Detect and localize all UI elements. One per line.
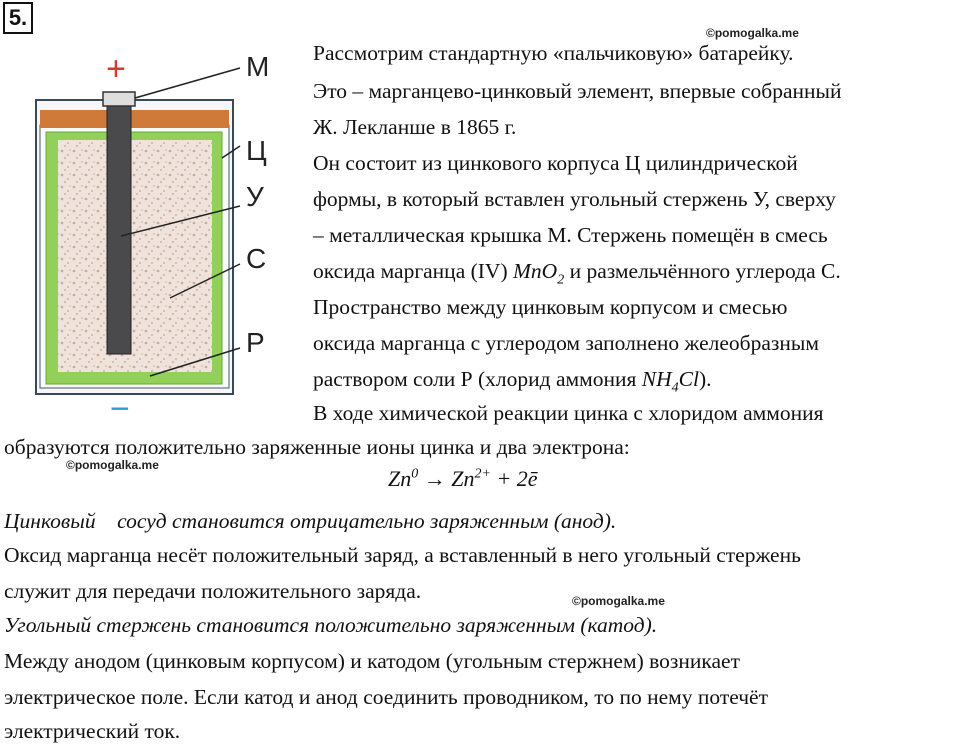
manganese-carbon-mix <box>58 140 212 372</box>
text-line: электрическое поле. Если катод и анод соединить проводником, то по нему потечёт <box>4 685 768 709</box>
label-u: У <box>246 181 264 212</box>
text-line: Рассмотрим стандартную «пальчиковую» батарейку. <box>313 41 794 65</box>
text-line: В ходе химической реакции цинка с хлоридом аммония <box>313 401 824 425</box>
label-ts: Ц <box>246 135 267 166</box>
text-line: оксида марганца с углеродом заполнено желеобразным <box>313 331 819 355</box>
carbon-rod <box>107 102 131 354</box>
text-line: Оксид марганца несёт положительный заряд, а вставленный в него угольный стержень <box>4 543 801 567</box>
text-line: Это – марганцево-цинковый элемент, впервые собранный <box>313 79 842 103</box>
top-seal-layer <box>40 110 229 128</box>
anode-statement: Цинковый сосуд становится отрицательно заряженным (анод). <box>4 509 617 533</box>
plus-sign: + <box>106 50 126 88</box>
battery-diagram <box>0 40 300 425</box>
text-line: образуются положительно заряженные ионы цинка и два электрона: <box>4 435 630 459</box>
watermark: ©pomogalka.me <box>706 26 799 40</box>
metal-cap <box>103 92 135 106</box>
reaction-formula: $Zn^0 \to Zn^{2+}$ + 2ē <box>388 466 538 491</box>
task-number: 5. <box>3 2 33 34</box>
text-line: Он состоит из цинкового корпуса Ц цилиндрической <box>313 151 798 175</box>
text-line: электрический ток. <box>4 719 181 743</box>
cathode-statement: Угольный стержень становится положительно заряженным (катод). <box>4 613 658 637</box>
text-line: Пространство между цинковым корпусом и смесью <box>313 295 788 319</box>
text-line: – металлическая крышка М. Стержень помещён в смесь <box>313 223 828 247</box>
label-s: С <box>246 243 267 274</box>
watermark: ©pomogalka.me <box>66 458 159 472</box>
text-line: оксида марганца (IV) MnO$_2$ и размельчённого углерода С. <box>313 259 841 288</box>
text-line: Между анодом (цинковым корпусом) и катодом (угольным стержнем) возникает <box>4 649 740 673</box>
text-line: служит для передачи положительного заряда. <box>4 579 422 603</box>
formula-nh4cl: $NH_4Cl$ <box>641 367 699 396</box>
label-m: М <box>246 51 270 82</box>
formula-mno2: MnO$_2$ <box>513 259 565 288</box>
text-line: формы, в который вставлен угольный стержень У, сверху <box>313 187 836 211</box>
text-line: раствором соли Р (хлорид аммония $NH_4Cl$). <box>313 367 712 396</box>
text-line: Ж. Лекланше в 1865 г. <box>313 115 517 139</box>
label-r: Р <box>246 327 265 358</box>
watermark: ©pomogalka.me <box>572 594 665 608</box>
minus-sign: − <box>110 390 130 425</box>
